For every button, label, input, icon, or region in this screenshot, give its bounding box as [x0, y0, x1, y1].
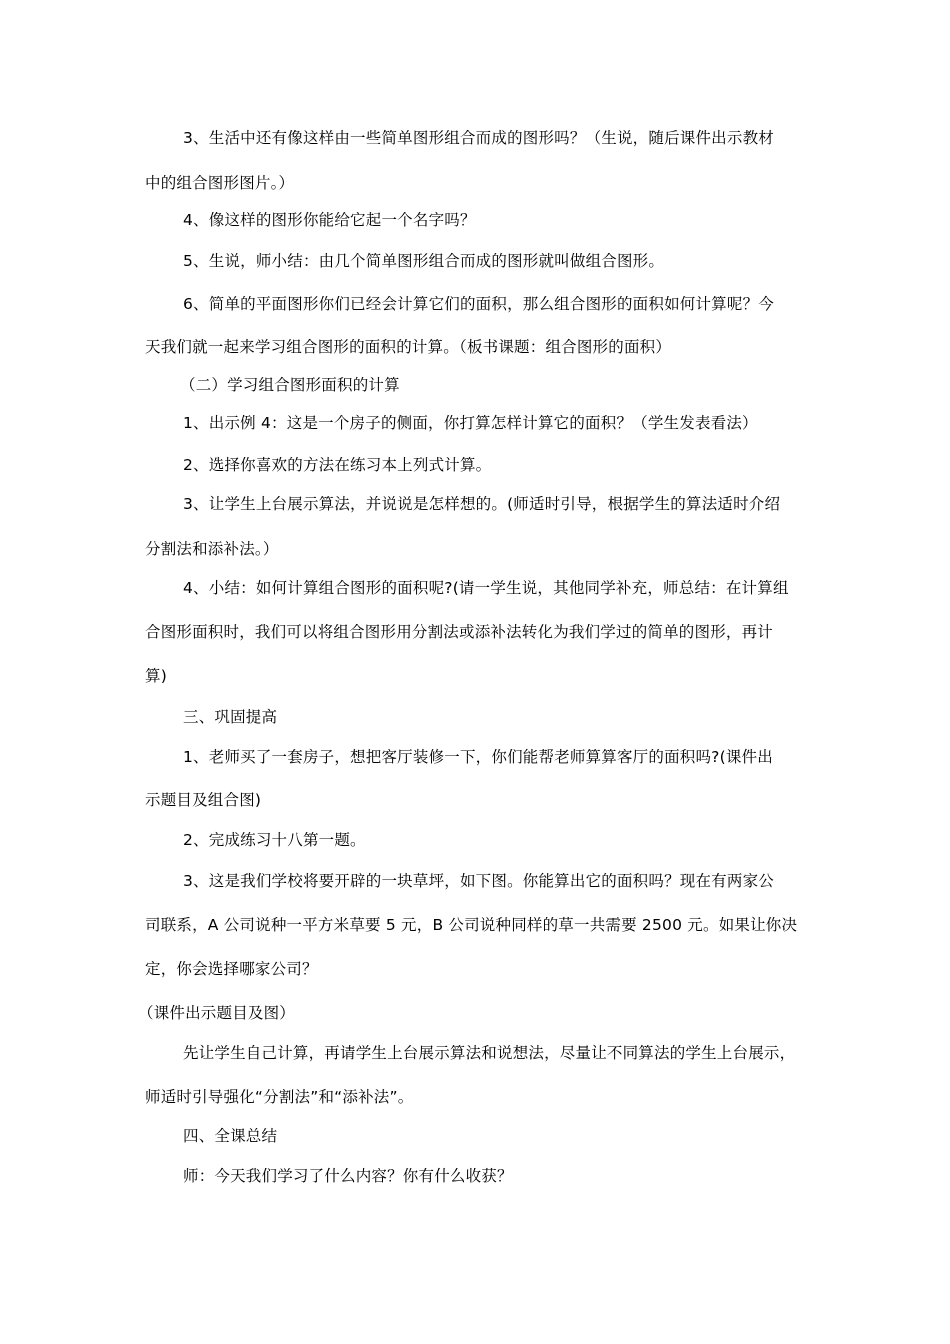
section-heading: 四、全课总结 [183, 1127, 278, 1145]
paragraph-line: 5、生说，师小结：由几个简单图形组合而成的图形就叫做组合图形。 [183, 252, 665, 270]
section-heading: （二）学习组合图形面积的计算 [180, 376, 400, 394]
paragraph-line: 4、小结：如何计算组合图形的面积呢?(请一学生说，其他同学补充，师总结：在计算组 [183, 579, 789, 597]
paragraph-line: 天我们就一起来学习组合图形的面积的计算。（板书课题：组合图形的面积） [145, 338, 672, 356]
paragraph-line: 分割法和添补法。） [145, 540, 279, 558]
paragraph-line: 师：今天我们学习了什么内容？你有什么收获？ [183, 1167, 513, 1185]
paragraph-line: 3、让学生上台展示算法，并说说是怎样想的。(师适时引导，根据学生的算法适时介绍 [183, 495, 781, 513]
paragraph-line: 3、生活中还有像这样由一些简单图形组合而成的图形吗？（生说，随后课件出示教材 [183, 129, 774, 147]
paragraph-line: 3、这是我们学校将要开辟的一块草坪，如下图。你能算出它的面积吗？现在有两家公 [183, 872, 774, 890]
paragraph-line: 师适时引导强化“分割法”和“添补法”。 [145, 1088, 414, 1106]
paragraph-line: 合图形面积时，我们可以将组合图形用分割法或添补法转化为我们学过的简单的图形，再计 [145, 623, 774, 641]
paragraph-line: （课件出示题目及图） [138, 1004, 296, 1022]
paragraph-line: 先让学生自己计算，再请学生上台展示算法和说想法，尽量让不同算法的学生上台展示， [183, 1044, 796, 1062]
paragraph-line: 定，你会选择哪家公司？ [145, 960, 318, 978]
section-heading: 三、巩固提高 [183, 708, 278, 726]
paragraph-line: 示题目及组合图) [145, 791, 262, 809]
paragraph-line: 2、选择你喜欢的方法在练习本上列式计算。 [183, 456, 492, 474]
paragraph-line: 算) [145, 667, 167, 685]
paragraph-line: 4、像这样的图形你能给它起一个名字吗？ [183, 211, 476, 229]
paragraph-line: 1、出示例 4：这是一个房子的侧面，你打算怎样计算它的面积？（学生发表看法） [183, 414, 758, 432]
paragraph-line: 6、简单的平面图形你们已经会计算它们的面积，那么组合图形的面积如何计算呢？今 [183, 295, 774, 313]
paragraph-line: 司联系，A 公司说种一平方米草要 5 元，B 公司说种同样的草一共需要 2500 元。如果让你决 [145, 916, 798, 934]
paragraph-line: 中的组合图形图片。） [145, 174, 295, 192]
paragraph-line: 1、老师买了一套房子，想把客厅装修一下，你们能帮老师算算客厅的面积吗?(课件出 [183, 748, 773, 766]
paragraph-line: 2、完成练习十八第一题。 [183, 831, 366, 849]
